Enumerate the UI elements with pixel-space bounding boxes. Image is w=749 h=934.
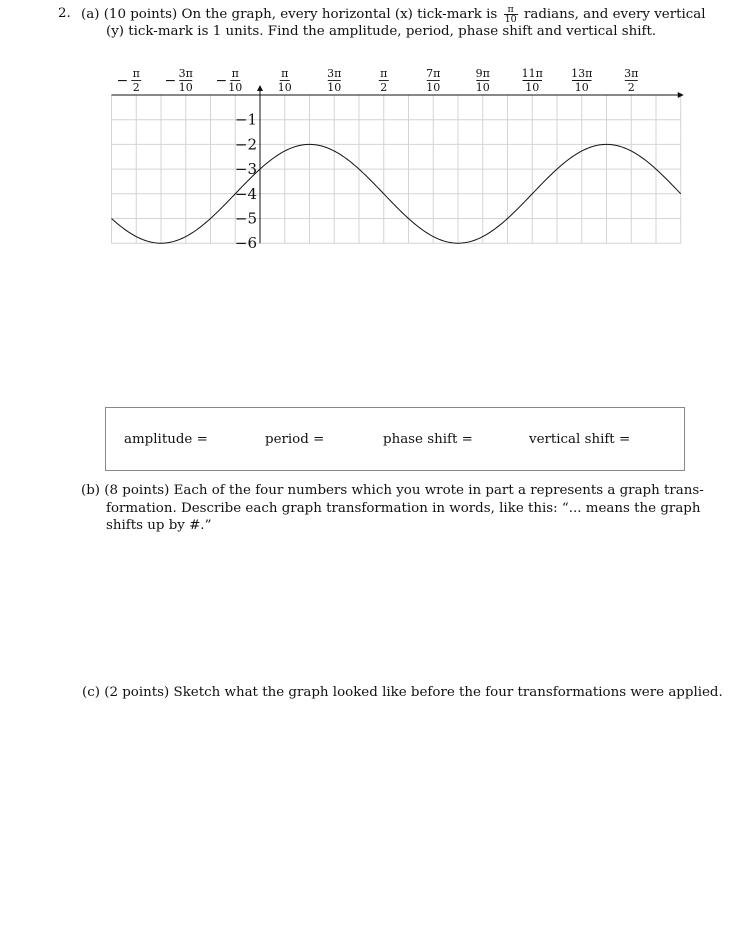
y-tick-label: −1 bbox=[234, 110, 257, 129]
amplitude-label: amplitude = bbox=[124, 432, 208, 447]
x-tick-label bbox=[426, 67, 440, 94]
y-tick-labels bbox=[235, 111, 257, 253]
part-b-line2: formation. Describe each graph transformation in words, like this: “... means the graph bbox=[106, 501, 701, 516]
part-c-line bbox=[82, 684, 723, 702]
x-tick-denominator: 10 bbox=[178, 81, 193, 94]
y-tick-label: −5 bbox=[234, 209, 257, 228]
y-tick-label: −4 bbox=[234, 184, 257, 203]
x-tick-label bbox=[165, 67, 193, 94]
x-tick-label bbox=[624, 67, 638, 94]
x-tick-numerator: π bbox=[380, 67, 388, 80]
x-tick-label bbox=[379, 67, 389, 94]
x-tick-numerator: 3π bbox=[327, 67, 342, 80]
x-tick-label bbox=[476, 67, 490, 94]
y-tick-label: −3 bbox=[234, 160, 257, 179]
x-tick-label bbox=[117, 67, 142, 94]
y-tick-label: −2 bbox=[234, 135, 257, 154]
x-tick-numerator: π bbox=[281, 67, 289, 80]
part-b-line3: shifts up by #.” bbox=[106, 518, 212, 533]
part-c-text: Sketch what the graph looked like before the four transformations were applied. bbox=[173, 685, 723, 700]
tick-fraction-num: π bbox=[504, 5, 518, 15]
x-tick-numerator: 11π bbox=[521, 67, 543, 80]
x-tick-denominator: 10 bbox=[426, 81, 441, 94]
x-tick-numerator: 3π bbox=[178, 67, 193, 80]
x-tick-denominator: 2 bbox=[132, 81, 140, 94]
x-tick-label bbox=[278, 67, 292, 94]
x-tick-sign: − bbox=[116, 73, 129, 89]
x-tick-label bbox=[216, 67, 243, 94]
x-tick-denominator: 2 bbox=[627, 81, 635, 94]
y-axis-arrow bbox=[257, 85, 263, 91]
part-a-label: (a) bbox=[81, 7, 100, 22]
x-tick-numerator: π bbox=[132, 67, 140, 80]
part-b-points: (8 points) bbox=[104, 483, 170, 498]
vertical-shift-label: vertical shift = bbox=[529, 432, 631, 447]
x-tick-denominator: 10 bbox=[475, 81, 490, 94]
x-tick-denominator: 10 bbox=[525, 81, 540, 94]
x-tick-numerator: 13π bbox=[571, 67, 593, 80]
x-tick-denominator: 10 bbox=[228, 81, 243, 94]
period-label: period = bbox=[265, 432, 325, 447]
x-tick-label bbox=[522, 67, 543, 94]
x-tick-sign: − bbox=[215, 73, 228, 89]
x-tick-denominator: 10 bbox=[574, 81, 589, 94]
part-c-points: (2 points) bbox=[104, 685, 170, 700]
part-a-line2: (y) tick-mark is 1 units. Find the amplitude, period, phase shift and vertical shift. bbox=[106, 24, 657, 39]
sine-graph bbox=[0, 0, 749, 260]
x-tick-numerator: π bbox=[231, 67, 239, 80]
tick-fraction-den: 10 bbox=[504, 14, 517, 25]
part-a-points: (10 points) bbox=[103, 7, 178, 22]
x-tick-label bbox=[571, 67, 592, 94]
x-tick-numerator: 3π bbox=[624, 67, 639, 80]
part-b-line1 bbox=[81, 482, 704, 500]
part-b-text-1: Each of the four numbers which you wrote in part a represents a graph trans- bbox=[173, 483, 704, 498]
graph-grid bbox=[112, 95, 681, 243]
x-tick-denominator: 2 bbox=[380, 81, 388, 94]
question-number: 2. bbox=[58, 6, 71, 21]
part-c-label: (c) bbox=[82, 685, 100, 700]
x-tick-denominator: 10 bbox=[277, 81, 292, 94]
x-tick-label bbox=[327, 67, 341, 94]
part-b-label: (b) bbox=[81, 483, 101, 498]
x-tick-labels bbox=[117, 67, 639, 94]
x-tick-numerator: 7π bbox=[426, 67, 441, 80]
phase-shift-label: phase shift = bbox=[383, 432, 473, 447]
y-tick-label: −6 bbox=[234, 234, 257, 253]
x-tick-denominator: 10 bbox=[327, 81, 342, 94]
part-a-text-2: radians, and every vertical bbox=[523, 7, 706, 22]
x-tick-numerator: 9π bbox=[475, 67, 490, 80]
part-a-text-1: On the graph, every horizontal (x) tick-mark is bbox=[181, 7, 498, 22]
graph-axes bbox=[112, 85, 684, 243]
x-tick-sign: − bbox=[164, 73, 177, 89]
